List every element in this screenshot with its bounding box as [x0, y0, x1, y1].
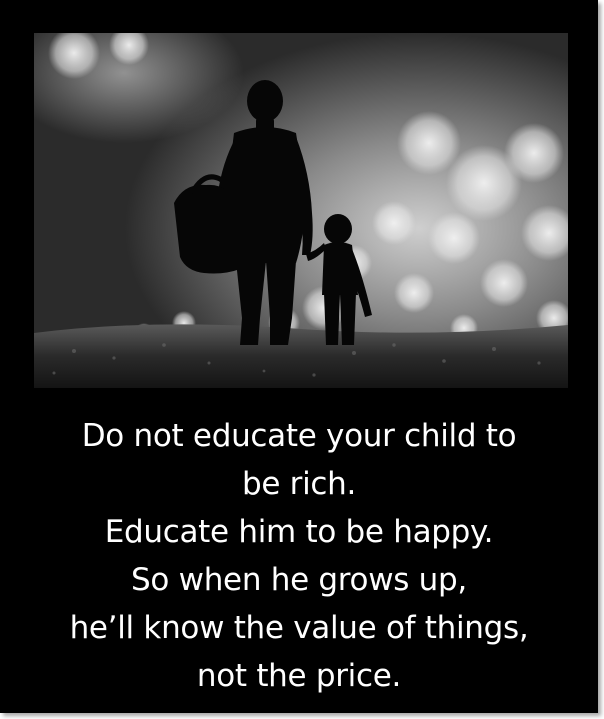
quote-line-1: Do not educate your child to: [81, 418, 517, 454]
quote-text: [0, 412, 598, 700]
quote-line-6: not the price.: [196, 658, 402, 694]
quote-line-2: be rich.: [241, 466, 357, 502]
quote-line-4: So when he grows up,: [131, 562, 467, 598]
silhouette-photo: [34, 33, 568, 388]
quote-line-3: Educate him to be happy.: [104, 514, 494, 550]
quote-line-5: he’ll know the value of things,: [69, 610, 529, 646]
ground: [34, 324, 568, 388]
